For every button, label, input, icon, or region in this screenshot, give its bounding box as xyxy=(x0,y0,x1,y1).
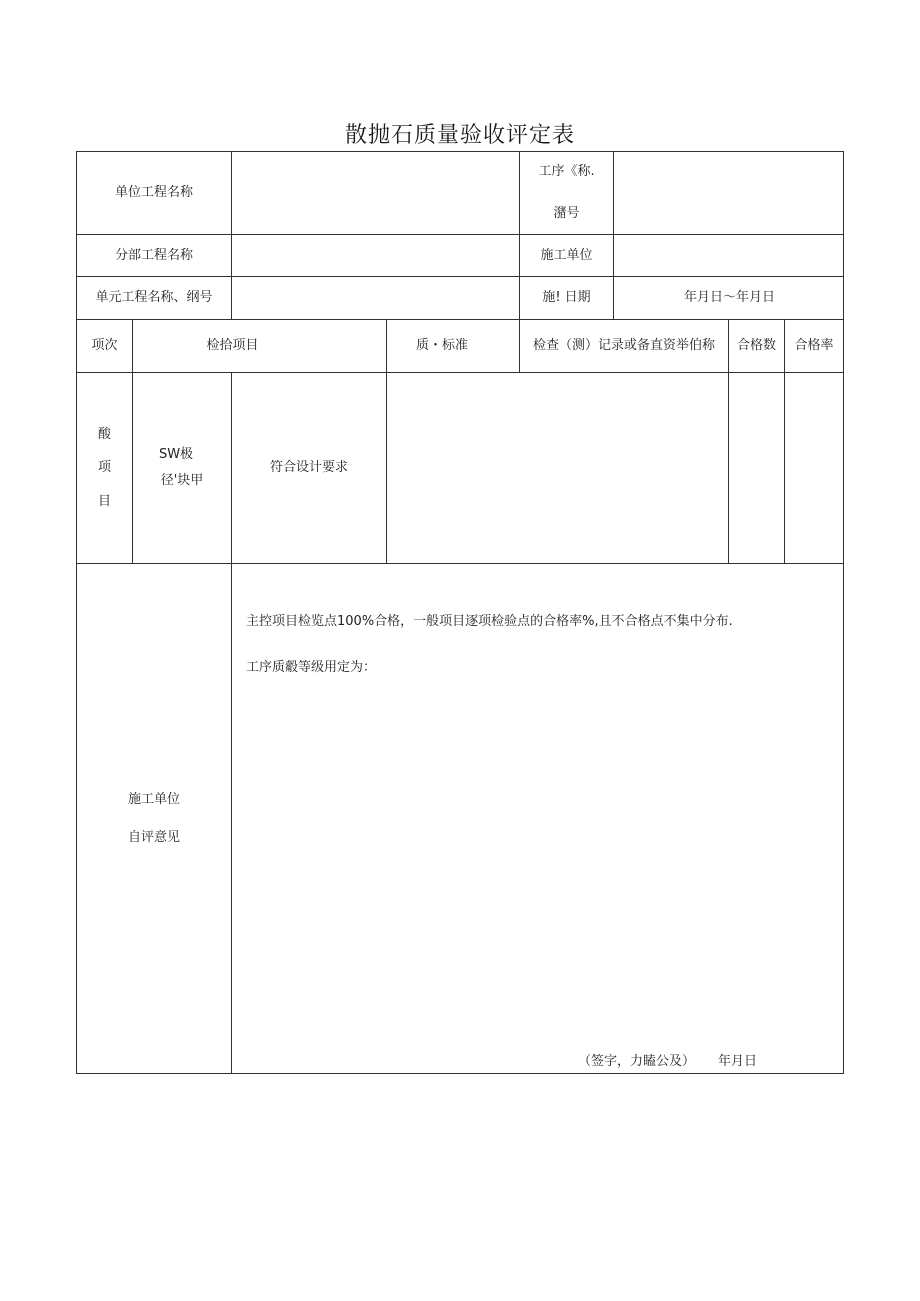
construction-unit-label: 施工单位 xyxy=(520,235,614,277)
opinion-text-line2: 工序质觳等级用定为： xyxy=(246,660,377,675)
opinion-label xyxy=(77,564,232,1074)
main-item-row xyxy=(77,373,844,564)
construction-date-value[interactable] xyxy=(614,277,844,320)
col-header-quality-standard: 质・标准 xyxy=(387,320,520,373)
signature-label: （签字，力瞌公及） xyxy=(578,1054,696,1069)
process-name-value[interactable] xyxy=(614,152,844,235)
opinion-label-line1: 施工单位 xyxy=(128,791,181,807)
main-item-standard: 符合设计要求 xyxy=(232,373,387,564)
col-header-record: 检查（测）记录或备直资举伯称 xyxy=(520,320,729,373)
construction-date-range: 年月日〜年月日 xyxy=(684,290,776,306)
col-header-pass-rate: 合格率 xyxy=(785,320,844,373)
main-item-inspection-line2: 径'块甲 xyxy=(160,473,204,488)
sub-project-row xyxy=(77,235,844,277)
main-item-category-char-1: 酸 xyxy=(97,426,111,442)
construction-unit-value[interactable] xyxy=(614,235,844,277)
evaluation-form-table xyxy=(76,151,844,1074)
page-title: 散抛石质量验收评定表 xyxy=(344,123,575,148)
element-project-row xyxy=(77,277,844,320)
element-project-value[interactable] xyxy=(232,277,520,320)
opinion-label-line2: 自评意见 xyxy=(128,829,181,845)
main-item-category-char-3: 目 xyxy=(97,493,111,509)
opinion-row xyxy=(77,564,844,1074)
opinion-text-line1: 主控项目检览点100%合格，一般项目逐项检验点的合格率%,且不合格点不集中分布. xyxy=(246,614,733,629)
element-project-label: 单元工程名称、纲号 xyxy=(77,277,232,320)
process-name-label xyxy=(520,152,614,235)
col-header-item-no: 项次 xyxy=(77,320,133,373)
sub-project-label: 分部工程名称 xyxy=(77,235,232,277)
main-item-pass-rate-value[interactable] xyxy=(785,373,844,564)
col-header-inspection-item: 检拾项目 xyxy=(133,320,387,373)
col-header-qualified-count: 合格数 xyxy=(729,320,785,373)
unit-project-row xyxy=(77,152,844,235)
main-item-inspection-line1: SW极 xyxy=(158,447,194,463)
opinion-content[interactable] xyxy=(232,564,844,1074)
main-item-category xyxy=(77,373,133,564)
process-name-label-line1: 工序《称. xyxy=(538,164,595,180)
column-header-row xyxy=(77,320,844,373)
unit-project-label: 单位工程名称 xyxy=(77,152,232,235)
process-name-label-line2: 潴号 xyxy=(553,206,580,221)
main-item-qualified-count-value[interactable] xyxy=(729,373,785,564)
signature-date: 年月日 xyxy=(718,1054,758,1069)
main-item-record-value[interactable] xyxy=(387,373,729,564)
unit-project-value[interactable] xyxy=(232,152,520,235)
construction-date-label: 施! 日期 xyxy=(520,277,614,320)
main-item-inspection xyxy=(133,373,232,564)
sub-project-value[interactable] xyxy=(232,235,520,277)
main-item-category-char-2: 项 xyxy=(97,460,111,476)
